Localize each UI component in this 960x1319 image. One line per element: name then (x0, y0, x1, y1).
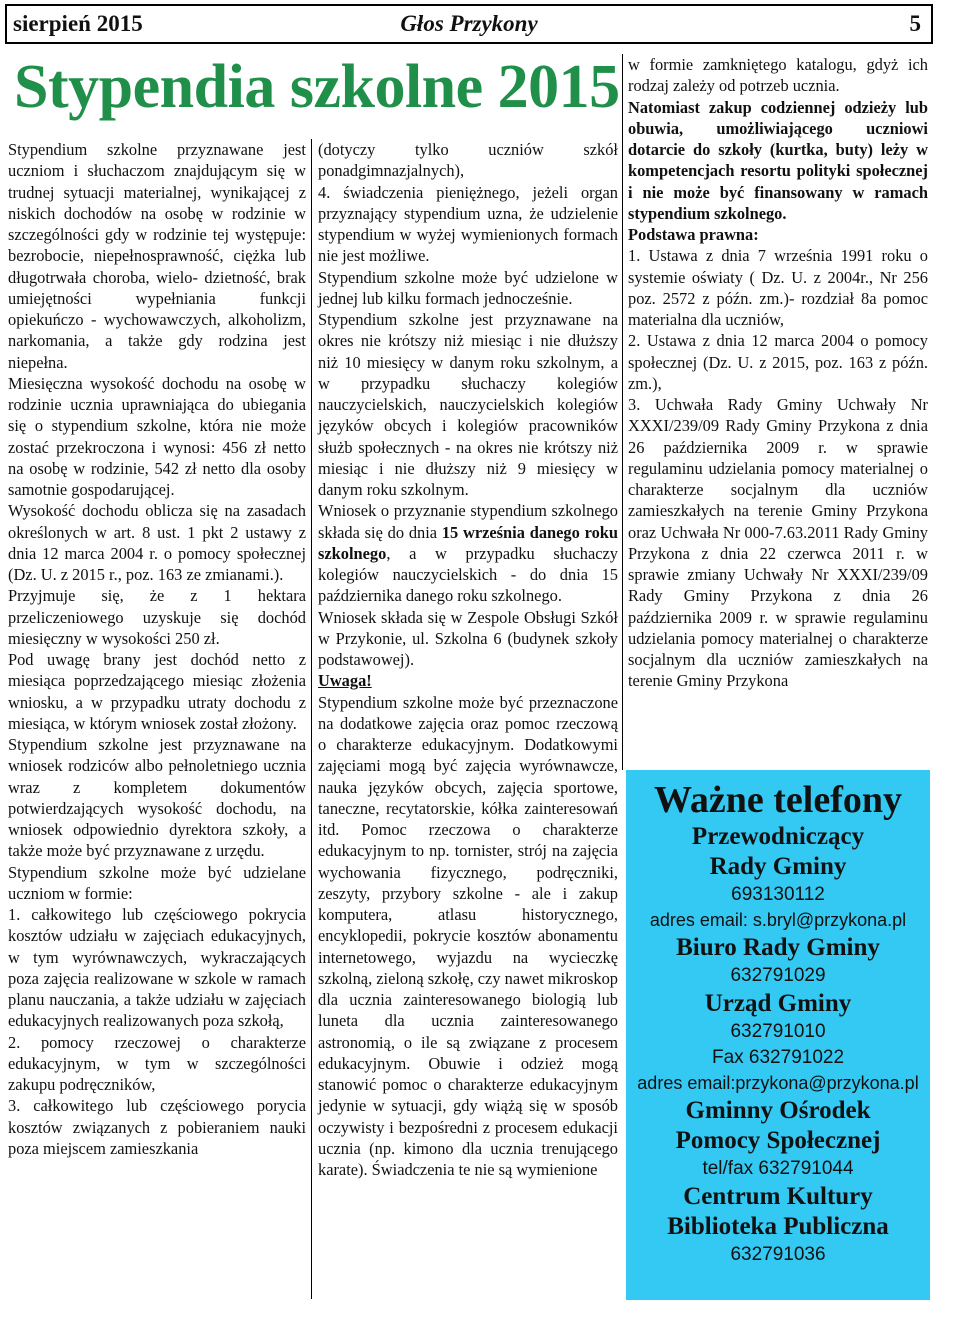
important-phones-box (626, 770, 930, 1300)
paragraph: Stypendium szkolne może być udzielane uczniom w formie: (8, 862, 306, 903)
paragraph: 3. Uchwała Rady Gminy Uchwały Nr XXXI/239/09 Rady Gminy Przykona z dnia 26 października 2009 r. w sprawie regulaminu udzielania pomocy materialnej o charakterze socjalnym dla uczniów zamieszkałych na terenie Gminy Przykona oraz Uchwała Nr 000-7.63.2011 Rady Gminy Przykona z dnia 22 czerwca 2011 r. w sprawie zmiany Uchwały Nr XXXI/239/09 Rady Gminy Przykona z dnia 26 października 2009 r. w sprawie regulaminu udzielania pomocy materialnej o charakterze socjalnym dla uczniów zamieszkałych na terenie Gminy Przykona (628, 395, 928, 691)
article-column-1 (8, 139, 306, 1159)
phones-title: Ważne telefony (653, 779, 902, 821)
fax-number: Fax 632791022 (711, 1047, 845, 1068)
paragraph: 2. pomocy rzeczowej o charakterze edukacyjnym, w tym w szczególności zakupu podręczników, (8, 1032, 306, 1094)
phone-number: 693130112 (731, 884, 825, 905)
article-title: Stypendia szkolne 2015 (14, 53, 620, 121)
contact-heading: Przewodniczący (691, 823, 865, 850)
phone-number: 632791010 (730, 1021, 826, 1042)
article-column-2 (318, 139, 618, 1180)
email-address: adres email:przykona@przykona.pl (637, 1073, 919, 1093)
paragraph: 1. całkowitego lub częściowego pokrycia kosztów udziału w zajęciach edukacyjnych, w tym wyrównawczych, wykraczających poza zajęcia realizowane w szkole w ramach planu nauczania, a także udziału w zajęciach edukacyjnych realizowanych poza szkołą, (8, 905, 306, 1031)
paragraph: Miesięczna wysokość dochodu na osobę w rodzinie ucznia uprawniająca do ubiegania się o stypendium szkolne, która nie może zostać przekroczona i wynosi: 456 zł netto na osobę w rodzinie, 542 zł netto dla osoby samotnie gospodarującej. (8, 373, 306, 499)
paragraph: 1. Ustawa z dnia 7 września 1991 roku o systemie oświaty ( Dz. U. z 2004r., Nr 256 poz. 2572 z późn. zm.)- rozdział 8a pomoc materialna dla uczniów, (628, 246, 928, 329)
bold-paragraph: Natomiast zakup codziennej odzieży lub obuwia, umożliwiającego uczniowi dotarcie do szkoły (kurtka, buty) leży w kompetencjach resortu polityki społecznej i nie może być finansowany w ramach stypendium szkolnego. (628, 97, 928, 223)
contact-heading: Centrum Kultury (683, 1183, 873, 1210)
issue-date: sierpień 2015 (13, 11, 143, 36)
deadline-date: 15 września danego roku szkolnego (318, 522, 618, 563)
contact-heading: Rady Gminy (709, 853, 847, 880)
legal-basis-heading: Podstawa prawna: (628, 225, 759, 244)
page-number: 5 (909, 11, 921, 36)
phone-number: tel/fax 632791044 (702, 1158, 854, 1179)
paragraph: Przyjmuje się, że z 1 hektara przeliczeniowego uzyskuje się dochód miesięczny w wysokości 250 zł. (8, 586, 306, 648)
column-divider (311, 139, 312, 1299)
paragraph: 3. całkowitego lub częściowego porycia kosztów związanych z pobieraniem nauki poza miejscem zamieszkania (8, 1096, 306, 1158)
contact-heading: Pomocy Społecznej (675, 1127, 881, 1154)
contact-heading: Urząd Gminy (704, 990, 852, 1017)
paragraph: 4. świadczenia pieniężnego, jeżeli organ przyznający stypendium uzna, że udzielenie stypendium w wyżej wymienionych formach nie jest możliwe. (318, 182, 618, 266)
paragraph: Stypendium szkolne jest przyznawane na wniosek rodziców albo pełnoletniego ucznia wraz z kompletem dokumentów potwierdzających wysokość dochodu, na wniosek odpowiednio dyrektora szkoły, a także może być przyznawane z urzędu. (8, 735, 306, 861)
phone-number: 632791029 (730, 965, 826, 986)
paragraph: Stypendium szkolne jest przyznawane na okres nie krótszy niż miesiąc i nie dłuższy niż 10 miesięcy w danym roku szkolnym, a w przypadku słuchaczy kolegiów nauczycielskich, nauczycielskich kolegiów języków obcych i kolegiów pracowników służb społecznych - na okres nie krótszy niż miesiąc i nie dłuższy niż 9 miesięcy w danym roku szkolnym. (318, 310, 618, 499)
article-column-3 (628, 54, 928, 692)
email-address: adres email: s.bryl@przykona.pl (649, 910, 907, 930)
paragraph: Pod uwagę brany jest dochód netto z miesiąca poprzedzającego miesiąc złożenia wniosku, a w przypadku utraty dochodu z miesiąca, w którym wniosek został złożony. (8, 650, 306, 733)
page-header (5, 4, 933, 44)
paragraph: Stypendium szkolne przyznawane jest uczniom i słuchaczom znajdującym się w trudnej sytuacji materialnej, wynikającej z niskich dochodów na osobę w rodzinie w szczególności gdy w rodzinie tej występuje: bezrobocie, niepełnosprawność, ciężka lub długotrwała choroba, wielo- dzietność, brak umiejętności wypełniania funkcji opiekuńczo - wychowawczych, alkoholizm, narkomania, a także gdy rodzina jest niepełna. (8, 140, 306, 372)
paragraph: w formie zamkniętego katalogu, gdyż ich rodzaj zależy od potrzeb ucznia. (628, 55, 928, 96)
paragraph: (dotyczy tylko uczniów szkół ponadgimnazjalnych), (318, 140, 618, 181)
warning-heading: Uwaga! (318, 671, 372, 691)
paragraph: Wysokość dochodu oblicza się na zasadach określonych w art. 8 ust. 1 pkt 2 ustawy z dnia 12 marca 2004 r. o pomocy społecznej (Dz. U. z 2015 r., poz. 163 ze zmianami.). (8, 501, 306, 584)
newspaper-name: Głos Przykony (400, 11, 538, 36)
column-divider (622, 54, 623, 770)
contact-heading: Biblioteka Publiczna (667, 1213, 889, 1240)
paragraph: 2. Ustawa z dnia 12 marca 2004 o pomocy społecznej (Dz. U. z 2015, poz. 163 z późn. zm.), (628, 331, 928, 393)
deadline-paragraph: Wniosek o przyznanie stypendium szkolnego składa się do dnia 15 września danego roku szkolnego, a w przypadku słuchaczy kolegiów nauczycielskich - do dnia 15 października danego roku szkolnego. (318, 501, 618, 606)
contact-heading: Gminny Ośrodek (685, 1097, 871, 1124)
paragraph: Stypendium szkolne może być udzielone w jednej lub kilku formach jednocześnie. (318, 267, 618, 308)
contact-heading: Biuro Rady Gminy (676, 934, 880, 961)
paragraph: Stypendium szkolne może być przeznaczone na dodatkowe zajęcia oraz pomoc rzeczową o charakterze edukacyjnym. Dodatkowymi zajęciami mogą być zajęcia wyrównawcze, nauka języków obcych, zajęcia sportowe, taneczne, recytatorskie, kółka zainteresowań itd. Pomoc rzeczowa o charakterze edukacyjnym to np. tornister, strój na zajęcia wychowania fizycznego, podręczniki, zeszyty, przybory szkolne - ale i zakup komputera, atlasu historycznego, encyklopedii, pokrycie kosztów abonamentu internetowego, wyjazdu na wycieczkę szkolną, zieloną szkołę, czy nawet mikroskop dla ucznia zainteresowanego biologią lub luneta dla ucznia zainteresowanego astronomią, o ile są związane z procesem edukacyjnym. Obuwie i odzież mogą stanowić pomoc o charakterze edukacyjnym jedynie w sytuacji, gdy wiążą się w sposób oczywisty i bezpośredni z procesem edukacji ucznia (np. kimono dla ucznia trenującego karate). Świadczenia te nie są wymienione (318, 692, 618, 1179)
phone-number: 632791036 (730, 1244, 826, 1265)
paragraph: Wniosek składa się w Zespole Obsługi Szkół w Przykonie, ul. Szkolna 6 (budynek szkoły podstawowej). (318, 607, 618, 669)
